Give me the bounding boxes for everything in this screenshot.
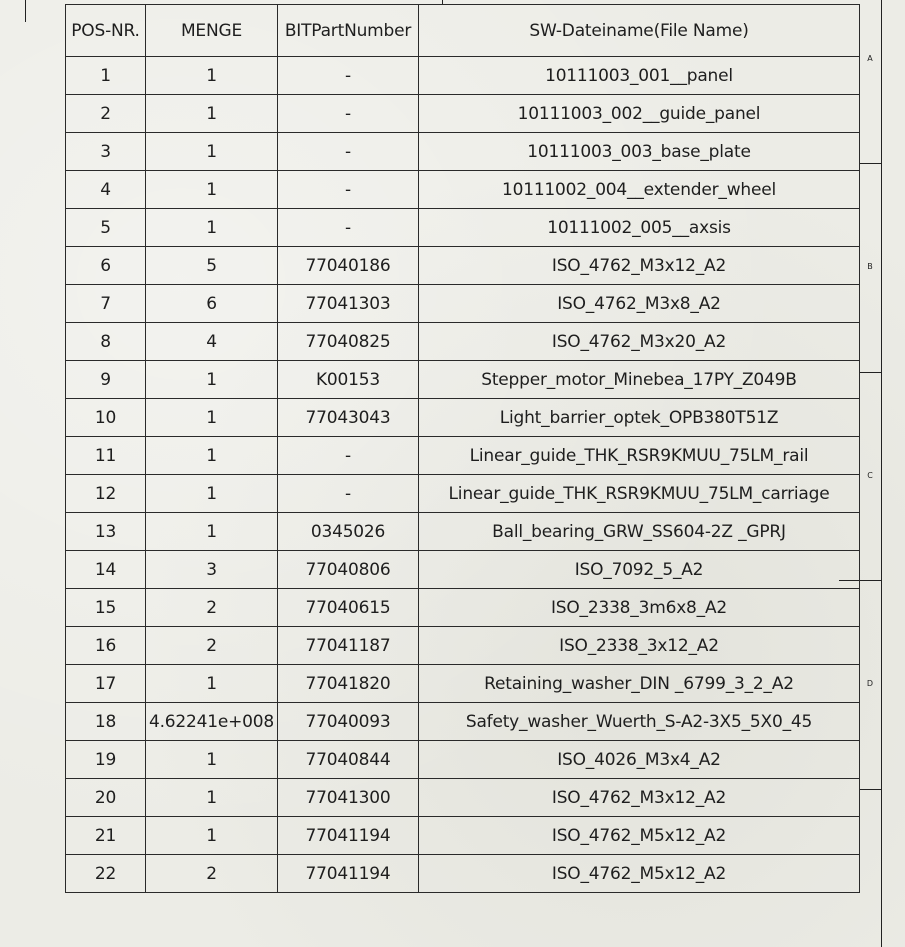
pos-nr-cell: 17	[66, 665, 146, 703]
menge-cell: 5	[146, 247, 278, 285]
bill-of-materials-table	[65, 4, 860, 893]
menge-cell: 2	[146, 627, 278, 665]
pos-nr-cell: 21	[66, 817, 146, 855]
file-name-cell: 10111003_002__guide_panel	[419, 95, 860, 133]
pos-nr-cell: 4	[66, 171, 146, 209]
menge-cell: 1	[146, 817, 278, 855]
file-name-cell: Light_barrier_optek_OPB380T51Z	[419, 399, 860, 437]
part-number-cell: -	[278, 95, 419, 133]
menge-cell: 1	[146, 513, 278, 551]
table-row	[66, 703, 860, 741]
part-number-cell: 77043043	[278, 399, 419, 437]
table-row	[66, 817, 860, 855]
part-number-cell: 77040615	[278, 589, 419, 627]
file-name-cell: ISO_4026_M3x4_A2	[419, 741, 860, 779]
menge-cell: 1	[146, 665, 278, 703]
file-name-cell: ISO_4762_M3x12_A2	[419, 779, 860, 817]
file-name-cell: 10111002_004__extender_wheel	[419, 171, 860, 209]
table-row	[66, 513, 860, 551]
menge-cell: 4.62241e+008	[146, 703, 278, 741]
file-name-cell: Linear_guide_THK_RSR9KMUU_75LM_carriage	[419, 475, 860, 513]
menge-cell: 1	[146, 361, 278, 399]
zone-divider-ab	[860, 163, 881, 164]
menge-cell: 1	[146, 399, 278, 437]
table-row	[66, 57, 860, 95]
table-row	[66, 399, 860, 437]
pos-nr-cell: 3	[66, 133, 146, 171]
zone-letter-a: A	[867, 54, 873, 63]
pos-nr-cell: 14	[66, 551, 146, 589]
file-name-cell: ISO_4762_M5x12_A2	[419, 855, 860, 893]
file-name-cell: Retaining_washer_DIN _6799_3_2_A2	[419, 665, 860, 703]
table-row	[66, 285, 860, 323]
pos-nr-cell: 8	[66, 323, 146, 361]
part-number-cell: 77040844	[278, 741, 419, 779]
table-row	[66, 361, 860, 399]
part-number-cell: K00153	[278, 361, 419, 399]
pos-nr-cell: 7	[66, 285, 146, 323]
zone-letter-d: D	[866, 679, 874, 688]
menge-cell: 6	[146, 285, 278, 323]
table-row	[66, 95, 860, 133]
part-number-cell: 77040806	[278, 551, 419, 589]
file-name-cell: 10111003_003_base_plate	[419, 133, 860, 171]
table-row	[66, 627, 860, 665]
table-row	[66, 323, 860, 361]
part-number-cell: -	[278, 57, 419, 95]
part-number-cell: 77040825	[278, 323, 419, 361]
pos-nr-cell: 1	[66, 57, 146, 95]
file-name-cell: ISO_4762_M3x12_A2	[419, 247, 860, 285]
table-row	[66, 475, 860, 513]
menge-cell: 4	[146, 323, 278, 361]
part-number-cell: 77041820	[278, 665, 419, 703]
table-row	[66, 171, 860, 209]
pos-nr-cell: 20	[66, 779, 146, 817]
zone-divider-d	[860, 789, 881, 790]
pos-nr-cell: 19	[66, 741, 146, 779]
part-number-cell: -	[278, 133, 419, 171]
pos-nr-cell: 9	[66, 361, 146, 399]
table-row	[66, 551, 860, 589]
table-row	[66, 589, 860, 627]
part-number-cell: 77041187	[278, 627, 419, 665]
table-row	[66, 247, 860, 285]
file-name-cell: ISO_7092_5_A2	[419, 551, 860, 589]
pos-nr-cell: 10	[66, 399, 146, 437]
file-name-cell: 10111002_005__axsis	[419, 209, 860, 247]
header-file-name: SW-Dateiname(File Name)	[419, 5, 860, 57]
pos-nr-cell: 18	[66, 703, 146, 741]
table-row	[66, 665, 860, 703]
file-name-cell: 10111003_001__panel	[419, 57, 860, 95]
table-row	[66, 741, 860, 779]
table-row	[66, 437, 860, 475]
file-name-cell: Ball_bearing_GRW_SS604-2Z _GPRJ	[419, 513, 860, 551]
part-number-cell: 77040186	[278, 247, 419, 285]
file-name-cell: ISO_4762_M5x12_A2	[419, 817, 860, 855]
part-number-cell: 0345026	[278, 513, 419, 551]
menge-cell: 1	[146, 95, 278, 133]
zone-letter-c: C	[867, 471, 873, 480]
part-number-cell: 77041303	[278, 285, 419, 323]
table-row	[66, 133, 860, 171]
part-number-cell: -	[278, 475, 419, 513]
pos-nr-cell: 16	[66, 627, 146, 665]
header-pos-nr: POS-NR.	[66, 5, 146, 57]
file-name-cell: Stepper_motor_Minebea_17PY_Z049B	[419, 361, 860, 399]
pos-nr-cell: 5	[66, 209, 146, 247]
menge-cell: 1	[146, 475, 278, 513]
table-row	[66, 855, 860, 893]
part-number-cell: 77040093	[278, 703, 419, 741]
frame-right-border	[881, 0, 882, 947]
menge-cell: 1	[146, 741, 278, 779]
menge-cell: 1	[146, 209, 278, 247]
table-row	[66, 209, 860, 247]
file-name-cell: ISO_2338_3m6x8_A2	[419, 589, 860, 627]
menge-cell: 1	[146, 437, 278, 475]
pos-nr-cell: 6	[66, 247, 146, 285]
part-number-cell: 77041194	[278, 817, 419, 855]
file-name-cell: Linear_guide_THK_RSR9KMUU_75LM_rail	[419, 437, 860, 475]
file-name-cell: ISO_4762_M3x20_A2	[419, 323, 860, 361]
file-name-cell: ISO_2338_3x12_A2	[419, 627, 860, 665]
part-number-cell: -	[278, 171, 419, 209]
part-number-cell: 77041194	[278, 855, 419, 893]
pos-nr-cell: 2	[66, 95, 146, 133]
menge-cell: 1	[146, 57, 278, 95]
table-row	[66, 779, 860, 817]
menge-cell: 1	[146, 171, 278, 209]
menge-cell: 1	[146, 133, 278, 171]
file-name-cell: ISO_4762_M3x8_A2	[419, 285, 860, 323]
menge-cell: 3	[146, 551, 278, 589]
header-part-number: BITPartNumber	[278, 5, 419, 57]
pos-nr-cell: 22	[66, 855, 146, 893]
menge-cell: 2	[146, 855, 278, 893]
bom-header-row	[66, 5, 860, 57]
pos-nr-cell: 12	[66, 475, 146, 513]
pos-nr-cell: 13	[66, 513, 146, 551]
pos-nr-cell: 15	[66, 589, 146, 627]
menge-cell: 1	[146, 779, 278, 817]
zone-letter-b: B	[867, 262, 873, 271]
part-number-cell: -	[278, 437, 419, 475]
part-number-cell: -	[278, 209, 419, 247]
menge-cell: 2	[146, 589, 278, 627]
pos-nr-cell: 11	[66, 437, 146, 475]
zone-divider-bc	[860, 372, 881, 373]
frame-top-tick-left	[25, 0, 26, 22]
header-menge: MENGE	[146, 5, 278, 57]
part-number-cell: 77041300	[278, 779, 419, 817]
file-name-cell: Safety_washer_Wuerth_S-A2-3X5_5X0_45	[419, 703, 860, 741]
